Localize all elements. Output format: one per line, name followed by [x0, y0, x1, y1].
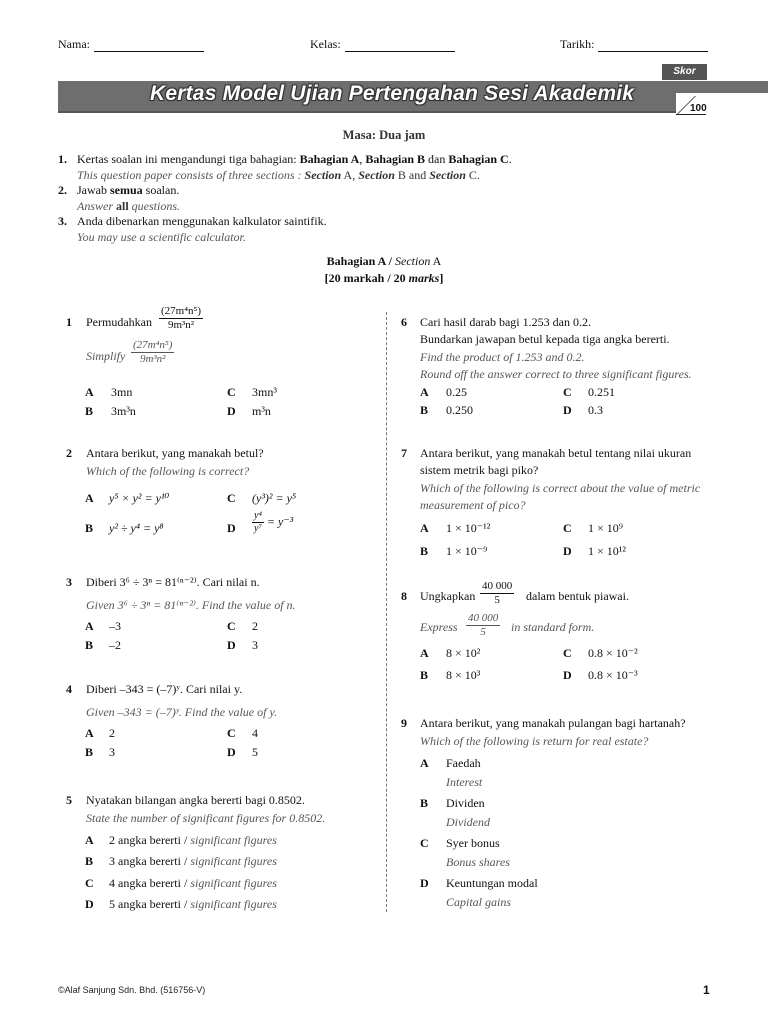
q7-option-d-label[interactable]: D	[563, 544, 572, 558]
q1-option-c[interactable]: 3mn³	[252, 385, 277, 399]
q8-option-b[interactable]: 8 × 10³	[446, 668, 481, 682]
q5-option-b[interactable]: 3 angka bererti / significant figures	[109, 854, 277, 868]
q9-option-b-en: Dividend	[446, 815, 490, 829]
q1-option-d[interactable]: m³n	[252, 404, 271, 418]
question-7-en-2: measurement of pico?	[420, 498, 526, 512]
q4-option-a-label[interactable]: A	[85, 726, 94, 740]
instruction-2-en: Answer all questions.	[77, 199, 181, 213]
instruction-3-en: You may use a scientific calculator.	[77, 230, 246, 244]
q4-option-b-label[interactable]: B	[85, 745, 94, 759]
question-7: 7 Antara berikut, yang manakah betul tentang nilai ukuran sistem metrik bagi piko? Which of the following is correct about the value of metric measurement of pico? A 1 × 10⁻¹² C 1 × 10⁹ B 1 × 10⁻⁹ D 1 × 10¹²	[401, 446, 701, 558]
q4-option-c-label[interactable]: C	[227, 726, 236, 740]
question-5-ms: Nyatakan bilangan angka bererti bagi 0.8502.	[86, 793, 305, 807]
question-6: 6 Cari hasil darab bagi 1.253 dan 0.2. Bundarkan jawapan betul kepada tiga angka bererti. Find the product of 1.253 and 0.2. Round off the answer correct to three significant figures. A 0.25 C 0.251 B 0.250 D 0.3	[401, 315, 692, 417]
q2-option-a[interactable]: y⁵ × y² = y¹⁰	[109, 491, 170, 505]
q9-option-a[interactable]: Faedah	[446, 756, 481, 770]
question-7-ms-2: sistem metrik bagi piko?	[420, 463, 539, 477]
kelas-line[interactable]	[345, 39, 455, 52]
instruction-3-ms: Anda dibenarkan menggunakan kalkulator saintifik.	[77, 214, 327, 228]
question-1-en: Simplify	[86, 349, 126, 363]
question-6-en-1: Find the product of 1.253 and 0.2.	[420, 350, 585, 364]
q6-option-d[interactable]: 0.3	[588, 403, 603, 417]
nama-label: Nama:	[58, 37, 90, 51]
skor-tab: Skor	[662, 64, 707, 80]
q2-option-d[interactable]: $\frac{\text{y⁴}}{\text{y⁷}}$ = y⁻³	[254, 510, 294, 534]
question-6-ms-2: Bundarkan jawapan betul kepada tiga angka bererti.	[420, 332, 670, 346]
tarikh-label: Tarikh:	[560, 37, 595, 51]
kelas-field[interactable]	[310, 37, 455, 52]
q7-option-d[interactable]: 1 × 10¹²	[588, 544, 626, 558]
q6-option-a[interactable]: 0.25	[446, 385, 467, 399]
tarikh-line[interactable]	[598, 39, 708, 52]
q2-option-c[interactable]: (y³)² = y⁵	[252, 491, 297, 505]
q3-option-d[interactable]: 3	[252, 638, 258, 652]
question-7-ms-1: Antara berikut, yang manakah betul tentang nilai ukuran	[420, 446, 692, 460]
question-4: 4 Diberi –343 = (–7)ʸ. Cari nilai y. Given –343 = (–7)ʸ. Find the value of y. A 2 C 4 B 3 D 5	[66, 682, 278, 759]
q5-option-c-label[interactable]: C	[85, 876, 94, 890]
kelas-label: Kelas:	[310, 37, 341, 51]
skor-underline	[676, 114, 706, 115]
question-6-en-2: Round off the answer correct to three significant figures.	[420, 367, 692, 381]
q3-option-b-label[interactable]: B	[85, 638, 94, 652]
q6-option-b[interactable]: 0.250	[446, 403, 473, 417]
q6-option-d-label[interactable]: D	[563, 403, 572, 417]
time-allowed: Masa: Dua jam	[342, 128, 426, 142]
q3-option-c-label[interactable]: C	[227, 619, 236, 633]
question-8-fraction: $\frac{40 000}{5}$	[482, 580, 513, 606]
question-5-en: State the number of significant figures for 0.8502.	[86, 811, 326, 825]
question-9: 9 Antara berikut, yang manakah pulangan bagi hartanah? Which of the following is return for real estate? A Faedah Interest B Dividen Dividend C Syer bonus Bonus shares D Keuntungan modal Capital gains	[401, 716, 686, 909]
question-8-ms-pre: Ungkapkan	[420, 589, 476, 603]
question-2: 2 Antara berikut, yang manakah betul? Which of the following is correct? A y⁵ × y² = y¹⁰ C (y³)² = y⁵ B y² ÷ y⁴ = y⁸ D $\frac{\text{y⁴}}{\text{y⁷}}$ = y⁻³	[66, 446, 297, 535]
q1-option-b-label[interactable]: B	[85, 404, 94, 418]
q4-option-d-label[interactable]: D	[227, 745, 236, 759]
q5-option-d-label[interactable]: D	[85, 897, 94, 911]
question-8-en-post: in standard form.	[511, 620, 595, 634]
question-7-en-1: Which of the following is correct about the value of metric	[420, 481, 701, 495]
q3-option-b[interactable]: –2	[109, 638, 121, 652]
tarikh-field[interactable]	[560, 37, 708, 52]
instruction-2-ms: Jawab semua soalan.	[77, 183, 180, 197]
q8-option-d[interactable]: 0.8 × 10⁻³	[588, 668, 638, 682]
question-1-ms: Permudahkan	[86, 315, 152, 329]
q2-option-d-label[interactable]: D	[227, 521, 236, 535]
q7-option-a-label[interactable]: A	[420, 521, 429, 535]
question-8-fraction-en: $\frac{40 000}{5}$	[468, 612, 499, 638]
q3-option-a[interactable]: –3	[109, 619, 121, 633]
q6-option-b-label[interactable]: B	[420, 403, 429, 417]
q9-option-a-label[interactable]: A	[420, 756, 429, 770]
q5-option-c[interactable]: 4 angka bererti / significant figures	[109, 876, 277, 890]
q9-option-b[interactable]: Dividen	[446, 796, 485, 810]
question-2-ms: Antara berikut, yang manakah betul?	[86, 446, 264, 460]
q5-option-a[interactable]: 2 angka bererti / significant figures	[109, 833, 277, 847]
question-3-ms: Diberi 3⁶ ÷ 3ⁿ = 81⁽ⁿ⁻²⁾. Cari nilai n.	[86, 575, 260, 589]
question-2-en: Which of the following is correct?	[86, 464, 250, 478]
section-heading: Bahagian A / Section A [20 markah / 20 marks]	[324, 254, 444, 285]
q5-option-b-label[interactable]: B	[85, 854, 94, 868]
q9-option-b-label[interactable]: B	[420, 796, 429, 810]
q8-option-d-label[interactable]: D	[563, 668, 572, 682]
paper-title: Kertas Model Ujian Pertengahan Sesi Akademik	[150, 82, 635, 105]
q9-option-d[interactable]: Keuntungan modal	[446, 876, 538, 890]
q1-option-c-label[interactable]: C	[227, 385, 236, 399]
question-6-ms-1: Cari hasil darab bagi 1.253 dan 0.2.	[420, 315, 591, 329]
q7-option-c-label[interactable]: C	[563, 521, 572, 535]
q7-option-b-label[interactable]: B	[420, 544, 429, 558]
question-8-en-pre: Express	[420, 620, 458, 634]
q8-option-c-label[interactable]: C	[563, 646, 572, 660]
q8-option-c[interactable]: 0.8 × 10⁻²	[588, 646, 638, 660]
instruction-1-en: This question paper consists of three sections : Section A, Section B and Section C.	[77, 168, 480, 182]
question-4-ms: Diberi –343 = (–7)ʸ. Cari nilai y.	[86, 682, 243, 696]
instruction-1-ms: Kertas soalan ini mengandungi tiga bahagian: Bahagian A, Bahagian B dan Bahagian C.	[77, 152, 512, 166]
student-info-row	[0, 37, 768, 57]
question-3-en: Given 3⁶ ÷ 3ⁿ = 81⁽ⁿ⁻²⁾. Find the value of n.	[86, 598, 296, 612]
q9-option-c[interactable]: Syer bonus	[446, 836, 500, 850]
q7-option-b[interactable]: 1 × 10⁻⁹	[446, 544, 488, 558]
q3-option-c[interactable]: 2	[252, 619, 258, 633]
q4-option-b[interactable]: 3	[109, 745, 115, 759]
question-1: 1 Permudahkan $\frac{\text{(27m⁴n⁵)}}{\text{9m³n²}}$ Simplify $\frac{\text{(27m⁴n⁵)}}{\text{9m³n²}}$ A 3mn C 3mn³ B 3m³n D m³n	[66, 305, 277, 418]
question-1-fraction-en: $\frac{\text{(27m⁴n⁵)}}{\text{9m³n²}}$	[133, 339, 173, 365]
q7-option-c[interactable]: 1 × 10⁹	[588, 521, 623, 535]
q9-option-d-label[interactable]: D	[420, 876, 429, 890]
question-9-en: Which of the following is return for real estate?	[420, 734, 649, 748]
q8-option-a-label[interactable]: A	[420, 646, 429, 660]
q1-option-a-label[interactable]: A	[85, 385, 94, 399]
q6-option-c[interactable]: 0.251	[588, 385, 615, 399]
q9-option-a-en: Interest	[446, 775, 483, 789]
nama-line[interactable]	[94, 39, 204, 52]
question-8: 8 Ungkapkan $\frac{40 000}{5}$ dalam bentuk piawai. Express $\frac{40 000}{5}$ in standard form. A 8 × 10² C 0.8 × 10⁻² B 8 × 10³ D 0.8 × 10⁻³	[401, 580, 638, 682]
q4-option-d[interactable]: 5	[252, 745, 258, 759]
q6-option-c-label[interactable]: C	[563, 385, 572, 399]
q3-option-a-label[interactable]: A	[85, 619, 94, 633]
question-5: 5 Nyatakan bilangan angka bererti bagi 0.8502. State the number of significant figures for 0.8502. A 2 angka bererti / significant figures B 3 angka bererti / significant figures C 4 angka bererti / significant figures D 5 angka bererti / significant figures	[66, 793, 326, 911]
q2-option-c-label[interactable]: C	[227, 491, 236, 505]
copyright: ©Alaf Sanjung Sdn. Bhd. (516756-V)	[58, 985, 206, 995]
skor-total: 100	[690, 103, 707, 114]
q5-option-d[interactable]: 5 angka bererti / significant figures	[109, 897, 277, 911]
column-divider	[386, 312, 387, 912]
q6-option-a-label[interactable]: A	[420, 385, 429, 399]
q4-option-a[interactable]: 2	[109, 726, 115, 740]
q9-option-d-en: Capital gains	[446, 895, 512, 909]
question-8-ms-post: dalam bentuk piawai.	[526, 589, 629, 603]
nama-field[interactable]	[58, 37, 204, 52]
q9-option-c-label[interactable]: C	[420, 836, 429, 850]
q4-option-c[interactable]: 4	[252, 726, 258, 740]
q1-option-b[interactable]: 3m³n	[111, 404, 136, 418]
question-3: 3 Diberi 3⁶ ÷ 3ⁿ = 81⁽ⁿ⁻²⁾. Cari nilai n. Given 3⁶ ÷ 3ⁿ = 81⁽ⁿ⁻²⁾. Find the value of n. A –3 C 2 B –2 D 3	[66, 575, 296, 652]
q7-option-a[interactable]: 1 × 10⁻¹²	[446, 521, 491, 535]
q2-option-b[interactable]: y² ÷ y⁴ = y⁸	[109, 521, 164, 535]
q1-option-d-label[interactable]: D	[227, 404, 236, 418]
page-number: 1	[703, 983, 710, 997]
question-1-fraction: $\frac{\text{(27m⁴n⁵)}}{\text{9m³n²}}$	[161, 305, 202, 331]
q2-option-a-label[interactable]: A	[85, 491, 94, 505]
q2-option-b-label[interactable]: B	[85, 521, 94, 535]
q3-option-d-label[interactable]: D	[227, 638, 236, 652]
q8-option-a[interactable]: 8 × 10²	[446, 646, 481, 660]
q5-option-a-label[interactable]: A	[85, 833, 94, 847]
question-4-en: Given –343 = (–7)ʸ. Find the value of y.	[86, 705, 278, 719]
q8-option-b-label[interactable]: B	[420, 668, 429, 682]
question-9-ms: Antara berikut, yang manakah pulangan bagi hartanah?	[420, 716, 686, 730]
q9-option-c-en: Bonus shares	[446, 855, 510, 869]
q1-option-a[interactable]: 3mn	[111, 385, 133, 399]
